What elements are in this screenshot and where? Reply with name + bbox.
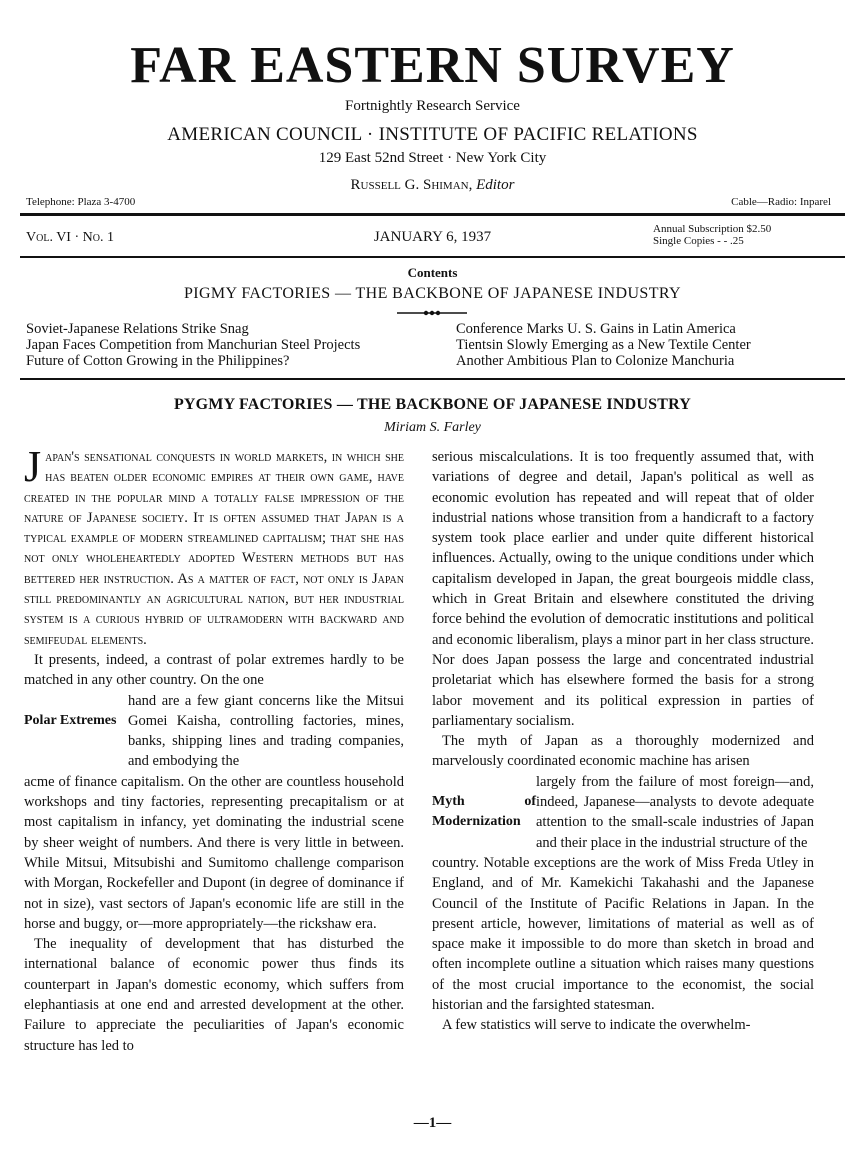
paragraph: acme of finance capitalism. On the other are countless household workshops and tiny factories, representing precapitalism or at most capitalism in infancy, yet dominating the industrial scene by sheer weight of numbers. And there is very little in between. While Mitsui, Mitsubishi and Sumitomo challenge comparison with Morgan, Rockefeller and Dupont (in degree of dominance if not in size), vast sectors of Japan's economic life are still in the horse and buggy, or—more appropriately—the rickshaw era. bbox=[24, 773, 404, 932]
editor-line bbox=[0, 177, 865, 194]
cable-address: Cable—Radio: Inparel bbox=[731, 196, 831, 208]
article-title: PYGMY FACTORIES — THE BACKBONE OF JAPANESE INDUSTRY bbox=[173, 396, 692, 413]
divider-issue bbox=[20, 256, 845, 258]
contents-item: Japan Faces Competition from Manchurian Steel Projects bbox=[26, 337, 361, 353]
masthead-subtitle: Fortnightly Research Service bbox=[345, 98, 520, 114]
paragraph: serious miscalculations. It is too frequently assumed that, with variations of degree and detail, Japan's political as well as economic evolution has repeated and will repeat that of older industrial nations whose transition from a handicraft to a factory system took place earlier and under quite different historical influences. Actually, owing to the unique conditions under which capitalism developed in Japan, the great bourgeois middle class, which in Great Britain and elsewhere constituted the driving force behind the evolution of democratic institutions and political and economic liberalism, plays a minor part in her class structure. Nor does Japan possess the large and concentrated industrial proletariat which has elsewhere formed the basis for a strong labor movement and its political expression in parties of parliamentary socialism. bbox=[432, 449, 814, 729]
council-name: AMERICAN COUNCIL · INSTITUTE OF PACIFIC RELATIONS bbox=[167, 124, 698, 145]
contents-list-left bbox=[26, 321, 360, 369]
contents-label: Contents bbox=[407, 265, 458, 280]
sidenote-block bbox=[24, 691, 404, 772]
paragraph: It presents, indeed, a contrast of polar extremes hardly to be matched in any other country. On the one bbox=[24, 651, 404, 689]
subscription-info bbox=[653, 223, 771, 247]
sidenote: Myth of Modernization bbox=[432, 793, 536, 830]
subscription-price: Annual Subscription $2.50 bbox=[653, 223, 772, 235]
contents-list-right bbox=[456, 321, 751, 369]
paragraph: The inequality of development that has disturbed the international balance of economic power thus finds its counterpart in Japan's domestic economy, which suffers from elephantiasis at one end and arrested development at the other. Failure to appreciate the peculiarities of Japan's economic structure has led to bbox=[24, 936, 404, 1054]
paragraph: Japan's sensational conquests in world markets, in which she has beaten older economic empires at their own game, have created in the popular mind a totally false impression of the nature of Japanese society. It is often assumed that Japan is a typical example of modern streamlined capitalism; that she has not only wholeheartedly adopted Western methods but has bettered her instruction. As a matter of fact, not only is Japan still predominantly an agricultural nation, but her industrial system is a curious hybrid of ultramodern with backward and semifeudal elements. bbox=[24, 442, 404, 648]
masthead-title: FAR EASTERN SURVEY bbox=[130, 37, 735, 94]
single-copy-price: Single Copies - - .25 bbox=[653, 235, 744, 247]
paragraph: The myth of Japan as a thoroughly modernized and marvelously coordinated economic machine has arisen bbox=[432, 733, 814, 770]
paragraph-inset: hand are a few giant concerns like the Mitsui Gomei Kaisha, controlling factories, mines, banks, shipping lines and trading companies, and embodying the bbox=[128, 692, 404, 770]
contents-item: Future of Cotton Growing in the Philippines? bbox=[26, 353, 290, 369]
editor-name: Russell G. Shiman, bbox=[350, 177, 473, 193]
article-column-left bbox=[24, 442, 404, 1056]
paragraph-inset: largely from the failure of most foreign—and, indeed, Japanese—analysts to devote adequate attention to the small-scale industries of Japan and their place in the industrial structure of the bbox=[536, 773, 814, 851]
article-byline: Miriam S. Farley bbox=[384, 420, 481, 435]
contents-item: Another Ambitious Plan to Colonize Manchuria bbox=[456, 353, 735, 369]
address: 129 East 52nd Street · New York City bbox=[318, 150, 547, 166]
sidenote: Polar Extremes bbox=[24, 712, 117, 728]
page-number: —1— bbox=[413, 1115, 452, 1131]
paragraph: A few statistics will serve to indicate the overwhelm- bbox=[442, 1017, 751, 1034]
contents-item: Tientsin Slowly Emerging as a New Textile Center bbox=[456, 337, 751, 353]
contents-lead-article: PIGMY FACTORIES — THE BACKBONE OF JAPANESE INDUSTRY bbox=[183, 285, 682, 302]
article-column-right bbox=[432, 447, 814, 1036]
editor-role: Editor bbox=[476, 177, 515, 193]
ornament-divider bbox=[397, 306, 467, 320]
volume-number: Vol. VI · No. 1 bbox=[26, 230, 114, 245]
sidenote-block bbox=[432, 772, 814, 853]
divider-contents bbox=[20, 378, 845, 380]
divider-top bbox=[20, 213, 845, 216]
issue-date: JANUARY 6, 1937 bbox=[373, 229, 492, 245]
contents-item: Conference Marks U. S. Gains in Latin America bbox=[456, 321, 736, 337]
contents-item: Soviet-Japanese Relations Strike Snag bbox=[26, 321, 249, 337]
telephone: Telephone: Plaza 3-4700 bbox=[26, 196, 136, 208]
drop-cap: J bbox=[24, 442, 42, 491]
paragraph: country. Notable exceptions are the work of Miss Freda Utley in England, and of Mr. Kamekichi Takahashi and the Japanese Council of the Institute of Pacific Relations in Japan. In the present article, however, limitations of material as well as of space make it impossible to do more than sketch in broad and often incomplete outline a situation which raises many questions of the most crucial importance to the economist, the social historian and the farsighted statesman. bbox=[432, 854, 814, 1014]
